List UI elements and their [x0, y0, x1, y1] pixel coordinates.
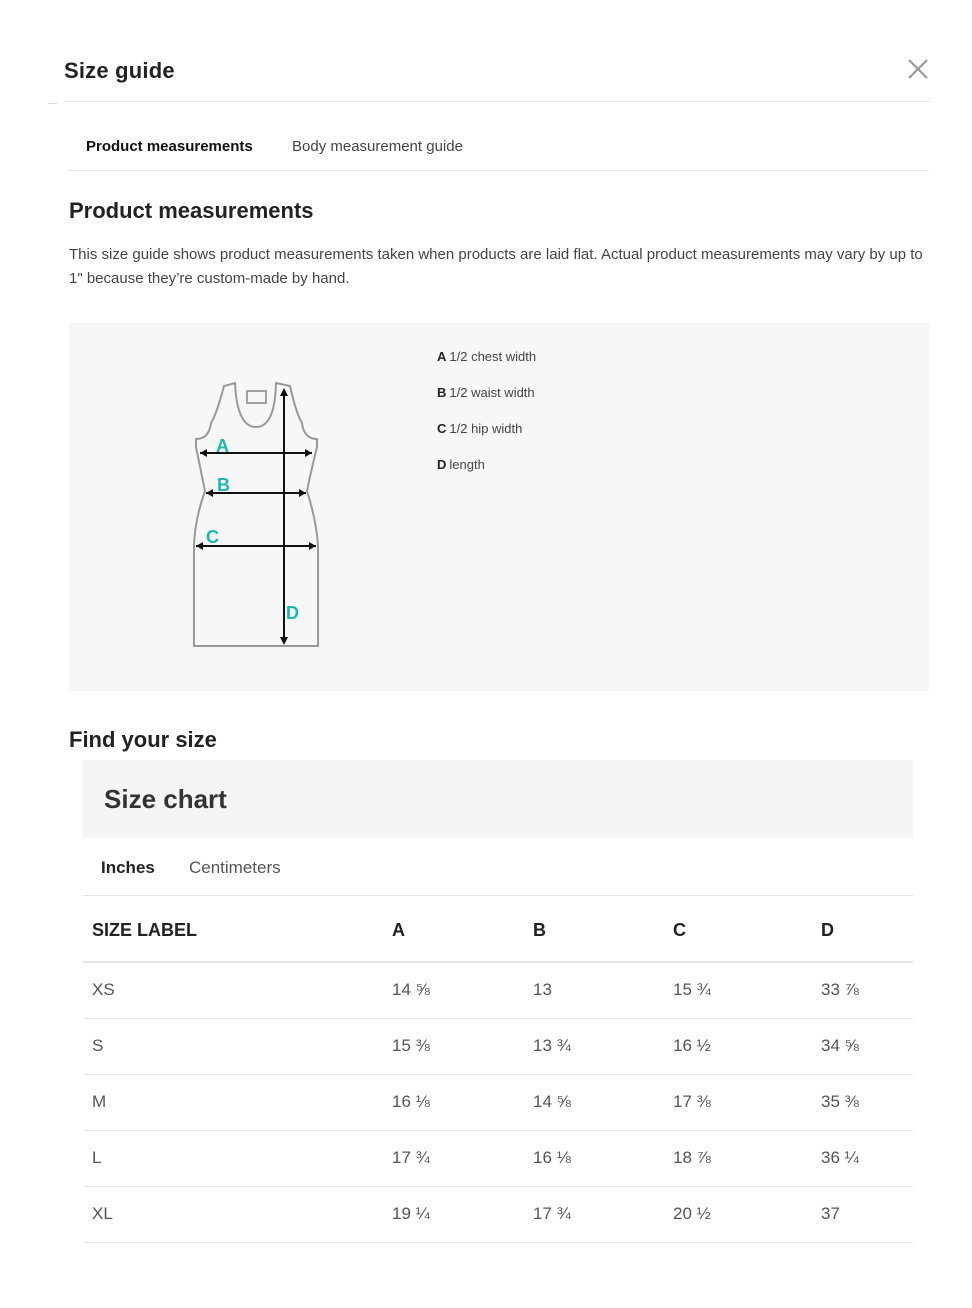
legend-key: A	[437, 349, 447, 364]
legend-label: length	[449, 457, 485, 472]
table-header-row	[83, 896, 913, 962]
unit-tabs	[83, 838, 913, 896]
table-row	[83, 1186, 913, 1242]
section-title-find-your-size: Find your size	[69, 727, 217, 752]
column-header-c: C	[673, 896, 821, 962]
table-cell: 18 ⅞	[673, 1130, 821, 1186]
table-cell: 17 ¾	[392, 1130, 533, 1186]
table-row	[83, 1130, 913, 1186]
dress-tag	[247, 391, 266, 403]
marker-a: A	[216, 436, 229, 456]
legend-label: 1/2 chest width	[449, 349, 537, 364]
size-chart-title: Size chart	[104, 784, 227, 814]
table-cell: XL	[83, 1186, 392, 1242]
table-cell: 16 ⅛	[533, 1130, 673, 1186]
table-cell: 36 ¼	[821, 1130, 913, 1186]
table-cell: 14 ⅝	[533, 1074, 673, 1130]
close-icon	[907, 58, 929, 80]
modal-title: Size guide	[64, 58, 175, 83]
measurement-diagram-panel	[69, 323, 929, 691]
size-chart-card	[83, 760, 913, 1243]
close-button[interactable]	[906, 56, 930, 82]
table-row	[83, 962, 913, 1018]
legend-item	[437, 385, 536, 421]
table-cell: 20 ½	[673, 1186, 821, 1242]
legend-key: C	[437, 421, 447, 436]
column-header-d: D	[821, 896, 913, 962]
table-row	[83, 1018, 913, 1074]
table-cell: 13 ¾	[533, 1018, 673, 1074]
table-row	[83, 1074, 913, 1130]
table-cell: 33 ⅞	[821, 962, 913, 1018]
size-chart-header	[83, 760, 913, 838]
legend-item	[437, 421, 536, 457]
table-cell: 34 ⅝	[821, 1018, 913, 1074]
section-title-product-measurements: Product measurements	[69, 198, 314, 223]
size-table	[83, 896, 913, 1243]
table-cell: 14 ⅝	[392, 962, 533, 1018]
dress-outline	[194, 383, 318, 646]
divider	[48, 103, 57, 104]
marker-b: B	[217, 475, 230, 495]
legend-label: 1/2 hip width	[449, 421, 523, 436]
marker-c: C	[206, 527, 219, 547]
table-cell: 16 ⅛	[392, 1074, 533, 1130]
legend-key: D	[437, 457, 447, 472]
table-cell: 13	[533, 962, 673, 1018]
table-cell: L	[83, 1130, 392, 1186]
legend-item	[437, 457, 536, 493]
dress-diagram	[189, 379, 329, 659]
table-cell: 37	[821, 1186, 913, 1242]
table-cell: 35 ⅜	[821, 1074, 913, 1130]
table-cell: 19 ¼	[392, 1186, 533, 1242]
table-cell: 16 ½	[673, 1018, 821, 1074]
legend-item	[437, 349, 536, 385]
legend-key: B	[437, 385, 447, 400]
legend-label: 1/2 waist width	[449, 385, 535, 400]
table-cell: S	[83, 1018, 392, 1074]
tab-body-measurement-guide[interactable]: Body measurement guide	[292, 138, 463, 155]
marker-d: D	[286, 603, 299, 623]
tab-inches[interactable]: Inches	[101, 858, 155, 877]
table-cell: 17 ⅜	[673, 1074, 821, 1130]
table-cell: 17 ¾	[533, 1186, 673, 1242]
tab-product-measurements[interactable]: Product measurements	[86, 138, 253, 155]
table-cell: XS	[83, 962, 392, 1018]
product-description: This size guide shows product measurements taken when products are laid flat. Actual product measurements may vary by up to 1" because they’re custom-made by hand.	[69, 246, 923, 287]
tab-centimeters[interactable]: Centimeters	[189, 858, 281, 877]
size-guide-tabs	[69, 128, 929, 171]
column-header-a: A	[392, 896, 533, 962]
table-cell: M	[83, 1074, 392, 1130]
column-header-size-label: SIZE LABEL	[83, 896, 392, 962]
table-cell: 15 ⅜	[392, 1018, 533, 1074]
column-header-b: B	[533, 896, 673, 962]
modal-header	[64, 56, 930, 102]
table-cell: 15 ¾	[673, 962, 821, 1018]
measurement-legend	[437, 349, 536, 493]
